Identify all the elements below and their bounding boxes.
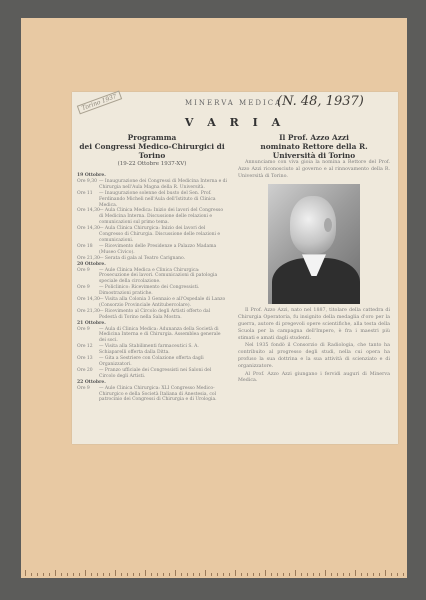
program-text: — Aule Clinica Chirurgica: XLI Congresso Medico-Chirurgico e della Società Italiana di Anestesia, col patrocinio dei Congressi di Chirurgia e di Urologia. bbox=[99, 385, 217, 403]
article-column bbox=[238, 133, 390, 386]
program-row bbox=[77, 268, 227, 286]
program-row bbox=[77, 368, 227, 380]
program-row bbox=[77, 309, 227, 321]
program-time: Ore 21,30 bbox=[77, 308, 100, 314]
program-text: — Ricevimento al Circolo degli Artisti offerto dal Podestà di Torino nella Sala Mostra. bbox=[99, 308, 211, 320]
program-text: — Aula di Clinica Medica: Adunanza della Società di Medicina Interna e di Chirurgia. Assemblea generale dei soci. bbox=[99, 326, 221, 344]
program-text: — Aule Clinica Medica e Clinica Chirurgica: Prosecuzione dei lavori. Comunicazioni di patologia speciale della circolazione. bbox=[99, 267, 218, 285]
program-time: 22 Ottobre. bbox=[77, 379, 106, 385]
program-row bbox=[77, 244, 227, 256]
program-time: 19 Ottobre. bbox=[77, 173, 106, 178]
program-time: Ore 14,30 bbox=[77, 226, 100, 232]
program-time: Ore 9 bbox=[77, 267, 90, 273]
article-title: Il Prof. Azzo Azzi bbox=[279, 133, 349, 142]
handwritten-annotation: (N. 48, 1937) bbox=[277, 94, 364, 109]
program-list bbox=[77, 173, 227, 403]
program-subtitle: dei Congressi Medico-Chirurgici di Torino bbox=[79, 142, 225, 160]
program-text: — Inaugurazione solenne del busto del Sen. Prof. Ferdinando Micheli nell'Aula dell'Istituto di Clinica Medica. bbox=[99, 190, 216, 208]
program-row bbox=[77, 191, 227, 209]
program-time: Ore 21,30 bbox=[77, 255, 100, 261]
program-time: 21 Ottobre. bbox=[77, 320, 106, 326]
program-time: Ore 20 bbox=[77, 367, 93, 373]
program-row bbox=[77, 344, 227, 356]
program-text: — Policlinico: Ricevimento dei Congressisti. Dimostrazioni pratiche. bbox=[99, 285, 200, 297]
program-text: — Gita a Sestriere con Colazione offerta dagli Organizzatori. bbox=[99, 356, 204, 367]
program-text: — Aula Clinica Medica: Inizio dei lavori del Congresso di Medicina Interna. Discussione delle relazioni e comunicazioni sul primo tema. bbox=[99, 208, 224, 226]
program-row bbox=[77, 208, 227, 226]
program-time: Ore 14,30 bbox=[77, 297, 100, 303]
program-time: 20 Ottobre. bbox=[77, 261, 106, 267]
journal-header: MINERVA MEDICA bbox=[185, 99, 283, 107]
program-time: Ore 9,30 bbox=[77, 178, 97, 184]
program-time: Ore 9 bbox=[77, 385, 90, 391]
program-row bbox=[77, 327, 227, 345]
program-row bbox=[77, 285, 227, 297]
program-row bbox=[77, 356, 227, 368]
program-text: — Inaugurazione dei Congressi di Medicina Interna e di Chirurgia nell'Aula Magna della R. Università. bbox=[99, 178, 227, 190]
archive-tag: Torino 1937 bbox=[77, 91, 122, 115]
article-paragraph: Il Prof. Azzo Azzi, nato nel 1887, titolare della cattedra di Chirurgia Operatoria, fu insignito della medaglia d'oro per la guerra, autore di pregevoli opere scientifiche, alla testa della Scuola per la campagna dell'Impero, è fra i maestri più stimati e amati dagli studenti. bbox=[238, 308, 390, 341]
program-row bbox=[77, 297, 227, 309]
program-text: — Visita alla Colonia 3 Gennaio e all'Ospedale di Lanzo (Consorzio Provinciale Antitubercolare). bbox=[99, 297, 226, 308]
program-time: Ore 13 bbox=[77, 356, 93, 362]
ruler-ticks bbox=[21, 568, 407, 578]
newspaper-clipping bbox=[72, 92, 398, 444]
program-text: — Pranzo ufficiale dei Congressisti nei Saloni del Circolo degli Artisti. bbox=[99, 367, 212, 379]
program-text: — Visita alla Stabilimenti farmaceutici S. A. Schiaparelli offerta dalla Ditta. bbox=[99, 344, 199, 356]
program-text: — Aula Clinica Chirurgica: Inizio dei lavori del Congresso di Chirurgia. Discussione delle relazioni e comunicazioni. bbox=[99, 226, 221, 243]
program-row bbox=[77, 386, 227, 404]
article-body bbox=[238, 308, 390, 385]
program-text: — Ricevimento delle Presidenze a Palazzo Madama (Museo Civico). bbox=[99, 243, 217, 255]
program-time: Ore 18 bbox=[77, 243, 93, 249]
program-row bbox=[77, 179, 227, 191]
mount-sheet bbox=[21, 18, 407, 578]
portrait-photo bbox=[268, 184, 360, 304]
program-dates: (19-22 Ottobre 1937-XV) bbox=[117, 161, 187, 167]
program-time: Ore 9 bbox=[77, 326, 90, 332]
article-paragraph: Al Prof. Azzo Azzi giungano i fervidi auguri di Minerva Medica. bbox=[238, 371, 390, 384]
section-title: V A R I A bbox=[184, 116, 286, 129]
article-subtitle: nominato Rettore della R. Università di Torino bbox=[260, 142, 368, 160]
program-time: Ore 9 bbox=[77, 285, 90, 291]
program-text: — Serata di gala al Teatro Carignano. bbox=[99, 255, 186, 261]
program-title: Programma bbox=[127, 133, 177, 142]
article-paragraph: Nel 1935 fondò il Consorzio di Radiologia, che tanto ha contribuito al progresso degli studi, nella cui opera ha profuso la sua dottrina e la sua attività di scienziato e di organizzatore. bbox=[238, 343, 390, 369]
program-time: Ore 11 bbox=[77, 190, 93, 196]
program-time: Ore 14,30 bbox=[77, 208, 100, 214]
program-time: Ore 12 bbox=[77, 344, 93, 350]
program-row bbox=[77, 226, 227, 244]
program-column bbox=[77, 133, 227, 403]
article-intro: Annunciamo con viva gioia la nomina a Rettore del Prof. Azzo Azzi riconosciuto al governo e al rinnovamento della R. Università di Torino. bbox=[238, 160, 390, 179]
